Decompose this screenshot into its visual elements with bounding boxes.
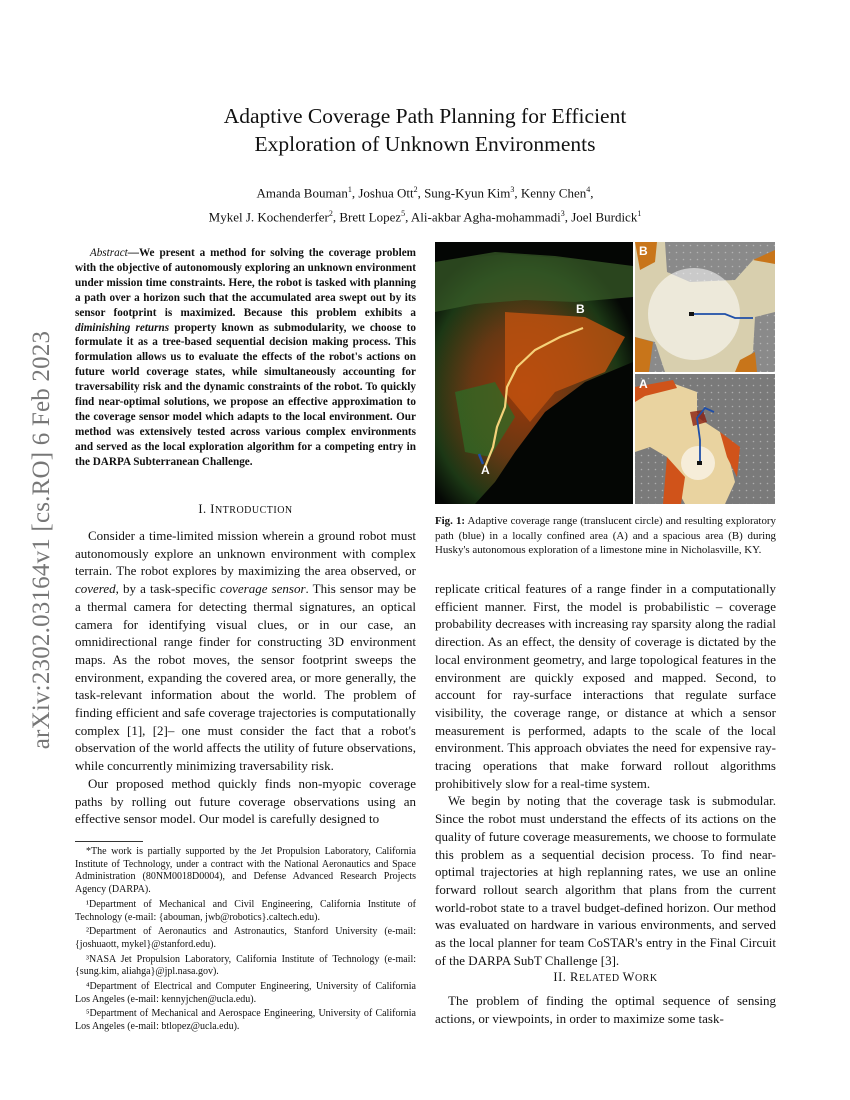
title-line-1: Adaptive Coverage Path Planning for Efficient <box>223 104 627 128</box>
abstract <box>75 246 416 470</box>
right-paragraph-1: replicate critical features of a range finder in a computationally efficient manner. First, the model is probabilistic – coverage probability decreases with increasing ray sparsity along the radial direction. As an effect, the density of coverage is dictated by the local environment geometry, and large topological features in the environment are quickly exposed and mapped. Second, to account for ray-surface interactions that regulate surface visibility, the coverage range, or distance at which a sensor measurement is performed, adapts to the scale of the local environment. This approach obviates the need for expensive ray-tracing operations that make forward rollout algorithms prohibitively slow for a real-time system. <box>435 581 776 791</box>
label-b-panel: B <box>639 244 648 258</box>
section-title-rest: NTRODUCTION <box>214 505 293 516</box>
author-line-1: Amanda Bouman$^1$, Joshua Ott$^2$, Sung-Kyun Kim$^3$, Kenny Chen$^4$, <box>256 185 594 201</box>
author-affiliation: 4 <box>586 185 591 194</box>
section-title-rest: ORK <box>634 973 658 984</box>
introduction-body <box>75 527 416 828</box>
author-affiliation: 1 <box>347 185 352 194</box>
abstract-dash: — <box>127 247 139 259</box>
footnotes <box>75 841 416 1036</box>
intro-paragraph-2: Our proposed method quickly finds non-myopic coverage paths by rolling out future coverage observations using an effective sensor model. Our model is carefully designed to <box>75 775 416 827</box>
figure-1-image <box>435 242 775 504</box>
intro-paragraph-1 <box>75 527 416 775</box>
author-affiliation: 1 <box>637 209 642 219</box>
paper-title <box>100 102 750 158</box>
abstract-emphasis: diminishing returns <box>75 321 170 334</box>
caption-text: Adaptive coverage range (translucent circle) and resulting exploratory path (blue) in a locally confined area (A) and a spacious area (B) during Husky's autonomous exploration of a limestone mine in Nicholasville, KY. <box>435 515 776 557</box>
author-name: Kenny Chen <box>520 185 587 201</box>
panel-b-robot <box>689 312 694 316</box>
author-affiliation: 2 <box>413 185 418 194</box>
section-numeral: I. <box>198 502 211 516</box>
label-b-main: B <box>576 302 585 316</box>
author-name: Amanda Bouman <box>256 185 348 201</box>
section-numeral: II. <box>553 970 570 984</box>
panel-b <box>635 242 775 372</box>
related-work-body <box>435 992 776 1027</box>
section-title-rest: ELATED <box>578 973 623 984</box>
author-affiliation: 2 <box>328 209 333 219</box>
right-paragraph-2: We begin by noting that the coverage task is submodular. Since the robot must understand the effects of its actions on the quality of future coverage measurements, we choose to formulate this problem as a sequential decision process. To find near-optimal trajectories at high replanning rates, we use an online forward rollout search algorithm that plans from the current world-robot state to a travel budget-defined horizon. Our method was evaluated on hardware in various environments, and served as the local planner for team CoSTAR's entry in the Final Circuit of the DARPA SubT Challenge [3]. <box>435 793 776 968</box>
label-a-main: A <box>481 463 490 477</box>
author-name: Mykel J. Kochenderfer <box>208 209 329 225</box>
author-affiliation: 3 <box>510 185 515 194</box>
footnote-rule <box>75 841 143 842</box>
author-name: Joshua Ott <box>358 185 414 201</box>
panel-a-robot <box>697 461 702 465</box>
author-name: Brett Lopez <box>339 209 402 225</box>
label-a-panel: A <box>639 377 648 391</box>
footnote-affiliation-3: ³NASA Jet Propulsion Laboratory, California Institute of Technology (e-mail: {sung.kim, aliahga}@jpl.nasa.gov). <box>75 953 416 978</box>
intro-text: Consider a time-limited mission wherein a ground robot must autonomously explore an unknown environment with complex terrain. The robot explores by maximizing the area observed, or <box>75 528 416 579</box>
author-list <box>100 179 750 228</box>
author-line-2: Mykel J. Kochenderfer$^2$, Brett Lopez$^5$, Ali-akbar Agha-mohammadi$^3$, Joel Burdick$^1$ <box>208 209 642 225</box>
intro-text: . This sensor may be a thermal camera for detecting thermal signatures, an optical camera for identifying visual clues, or in our case, an omnidirectional range finder for constructing 3D environment maps. As the robot moves, the sensor footprint sweeps the environment, expanding the covered area, or more generally, the task-relevant information about the world. The problem of finding efficient and safe coverage trajectories is computationally complex [1], [2]– one must consider the fact that a robot's observation of the world affects the utility of future observations, while concurrently minimizing traversability risk. <box>75 581 416 774</box>
author-affiliation: 5 <box>401 209 406 219</box>
section-heading-introduction <box>75 502 416 517</box>
abstract-text-2: property known as submodularity, we choose to formulate it as a tree-based sequential decision making process. This formulation allows us to evaluate the effects of the robot's actions on future world coverage states, while simultaneously accounting for traversability risk and the dynamic constraints of the robot. To quickly find near-optimal solutions, we propose an effective approximation to the coverage sensor model which adapts to the local environment. Our method was extensively tested across various complex environments and served as the local exploration algorithm for a competing entry in the DARPA Subterranean Challenge. <box>75 321 416 468</box>
section-first-letter: W <box>622 970 635 984</box>
author-name: Joel Burdick <box>571 209 638 225</box>
section-first-letter: I <box>210 502 215 516</box>
section-first-letter: R <box>570 970 579 984</box>
section-heading-related-work <box>435 970 776 985</box>
footnote-affiliation-2: ²Department of Aeronautics and Astronautics, Stanford University (e-mail: {joshuaott, mykel}@stanford.edu). <box>75 926 416 950</box>
intro-text: , by a task-specific <box>115 581 220 597</box>
footnote-affiliation-4: ⁴Department of Electrical and Computer Engineering, University of California Los Angeles (e-mail: kennyjchen@ucla.edu). <box>75 981 416 1005</box>
right-column-body <box>435 580 776 969</box>
author-name: Ali-akbar Agha-mohammadi <box>410 209 561 225</box>
abstract-label: Abstract <box>89 247 128 259</box>
abstract-text-1: We present a method for solving the coverage problem with the objective of autonomously exploring an unknown environment under mission time constraints. Here, the robot is tasked with planning a path over a horizon such that the accumulated area swept out by its sensor footprint is maximized. Because this problem exhibits a <box>75 247 416 319</box>
footnote-affiliation-5: ⁵Department of Mechanical and Aerospace Engineering, University of California Los Angeles (e-mail: btlopez@ucla.edu). <box>75 1008 416 1033</box>
footnote-funding: *The work is partially supported by the Jet Propulsion Laboratory, California Institute of Technology, under a contract with the National Aeronautics and Space Administration (80NM0018D0004), and Defense Advanced Research Projects Agency (DARPA). <box>75 846 416 896</box>
intro-emphasis: coverage sensor <box>219 581 306 597</box>
intro-emphasis: covered <box>75 581 116 597</box>
author-name: Sung-Kyun Kim <box>424 185 511 201</box>
arxiv-stamp <box>22 300 62 780</box>
arxiv-id: arXiv:2302.03164v1 [cs.RO] 6 Feb 2023 <box>28 330 55 750</box>
author-affiliation: 3 <box>560 209 565 219</box>
panel-a <box>635 374 775 504</box>
figure-1-caption <box>435 514 776 558</box>
related-paragraph-1: The problem of finding the optimal sequence of sensing actions, or viewpoints, in order to maximize some task- <box>435 993 776 1026</box>
figure-1 <box>435 242 775 504</box>
footnote-affiliation-1: ¹Department of Mechanical and Civil Engineering, California Institute of Technology (e-mail: {abouman, jwb@robotics}.caltech.edu). <box>75 898 416 923</box>
title-line-2: Exploration of Unknown Environments <box>254 132 596 156</box>
caption-label: Fig. 1: <box>435 515 466 527</box>
